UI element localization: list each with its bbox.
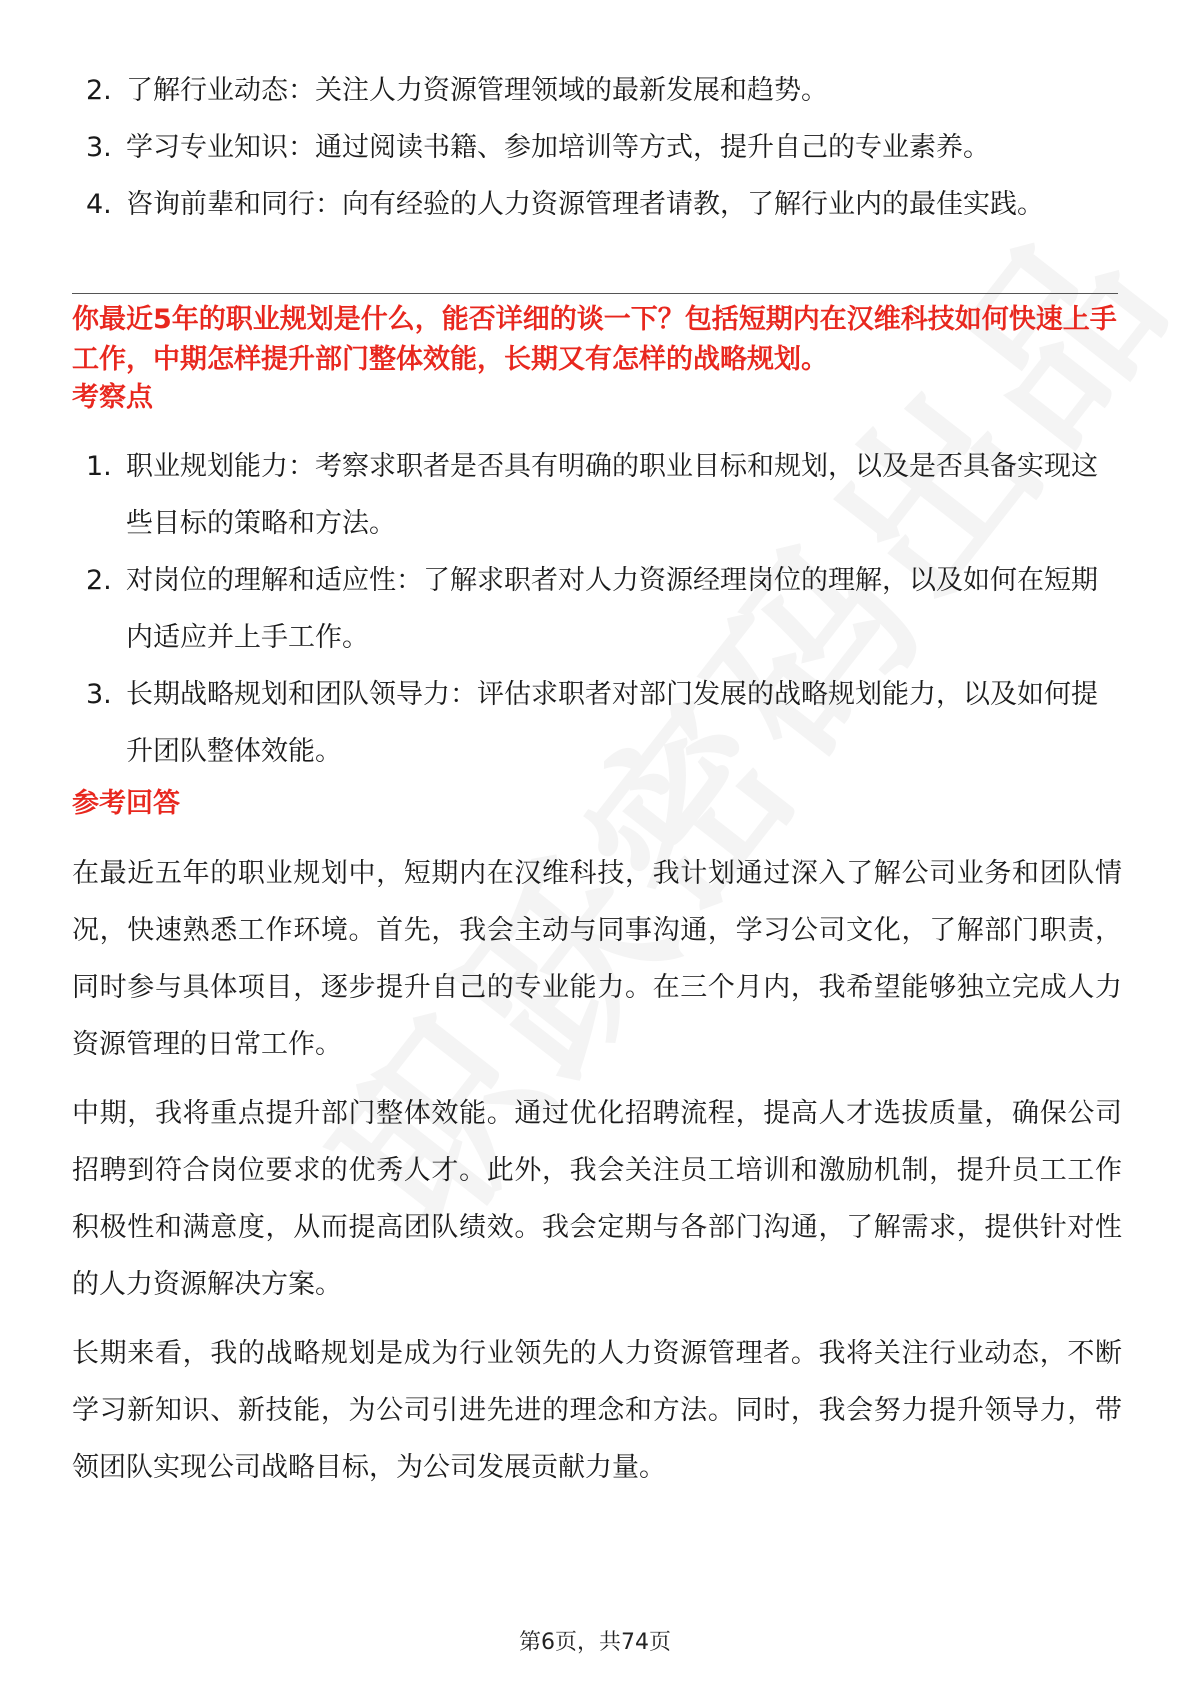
list-number: 2. xyxy=(86,565,112,596)
kaocha-heading: 考察点 xyxy=(72,382,153,413)
list-text: 长期战略规划和团队领导力：评估求职者对部门发展的战略规划能力，以及如何提升团队整体效能。 xyxy=(126,679,1098,767)
list-number: 3. xyxy=(86,679,112,710)
list-text: 对岗位的理解和适应性：了解求职者对人力资源经理岗位的理解，以及如何在短期内适应并上手工作。 xyxy=(126,565,1098,653)
list-item xyxy=(72,666,1112,780)
list-text: 了解行业动态：关注人力资源管理领域的最新发展和趋势。 xyxy=(126,75,828,106)
list-text: 咨询前辈和同行：向有经验的人力资源管理者请教，了解行业内的最佳实践。 xyxy=(126,189,1044,220)
answer-paragraph: 在最近五年的职业规划中，短期内在汉维科技，我计划通过深入了解公司业务和团队情况，快速熟悉工作环境。首先，我会主动与同事沟通，学习公司文化，了解部门职责，同时参与具体项目，逐步提升自己的专业能力。在三个月内，我希望能够独立完成人力资源管理的日常工作。 xyxy=(72,858,1122,1060)
list-item xyxy=(72,119,1112,176)
interview-question: 你最近5年的职业规划是什么，能否详细的谈一下？包括短期内在汉维科技如何快速上手工作，中期怎样提升部门整体效能，长期又有怎样的战略规划。 xyxy=(72,304,1117,375)
answer-heading: 参考回答 xyxy=(72,788,180,819)
answer-paragraph: 中期，我将重点提升部门整体效能。通过优化招聘流程，提高人才选拔质量，确保公司招聘到符合岗位要求的优秀人才。此外，我会关注员工培训和激励机制，提升员工工作积极性和满意度，从而提高团队绩效。我会定期与各部门沟通，了解需求，提供针对性的人力资源解决方案。 xyxy=(72,1098,1122,1300)
list-text: 学习专业知识：通过阅读书籍、参加培训等方式，提升自己的专业素养。 xyxy=(126,132,990,163)
kaocha-list xyxy=(72,438,1112,780)
list-item xyxy=(72,552,1112,666)
list-item xyxy=(72,62,1112,119)
list-item xyxy=(72,176,1112,233)
top-list xyxy=(72,62,1112,233)
list-text: 职业规划能力：考察求职者是否具有明确的职业目标和规划，以及是否具备实现这些目标的策略和方法。 xyxy=(126,451,1098,539)
list-number: 2. xyxy=(86,75,112,106)
list-number: 4. xyxy=(86,189,112,220)
list-number: 3. xyxy=(86,132,112,163)
answer-paragraph: 长期来看，我的战略规划是成为行业领先的人力资源管理者。我将关注行业动态，不断学习新知识、新技能，为公司引进先进的理念和方法。同时，我会努力提升领导力，带领团队实现公司战略目标，为公司发展贡献力量。 xyxy=(72,1338,1122,1483)
page-footer: 第6页，共74页 xyxy=(519,1630,671,1655)
list-item xyxy=(72,438,1112,552)
section-divider xyxy=(72,293,1118,294)
list-number: 1. xyxy=(86,451,112,482)
